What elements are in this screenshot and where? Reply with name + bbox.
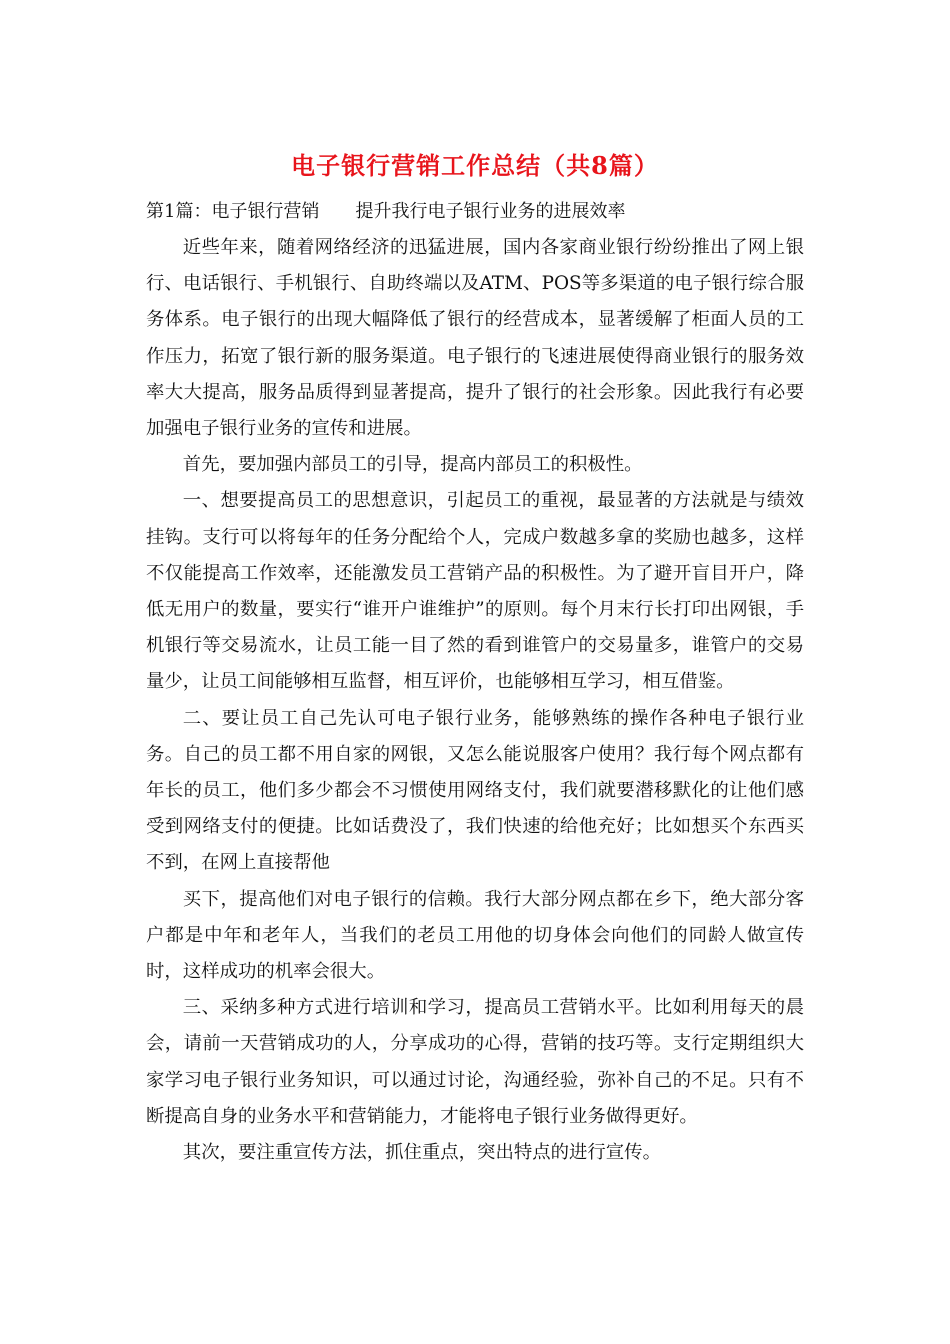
paragraph-item-one: 一、想要提高员工的思想意识，引起员工的重视，最显著的方法就是与绩效挂钩。支行可以将每年的任务分配给个人，完成户数越多拿的奖励也越多，这样不仅能提高工作效率，还能激发员工营销产品的积极性。为了避开盲目开户，降低无用户的数量，要实行“谁开户谁维护”的原则。每个月末行长打印出网银，手机银行等交易流水，让员工能一目了然的看到谁管户的交易量多，谁管户的交易量少，让员工间能够相互监督，相互评价，也能够相互学习，相互借鉴。 (146, 490, 804, 693)
paragraph-item-three: 三、采纳多种方式进行培训和学习，提高员工营销水平。比如利用每天的晨会，请前一天营销成功的人，分享成功的心得，营销的技巧等。支行定期组织大家学习电子银行业务知识，可以通过讨论，沟通经验，弥补自己的不足。只有不断提高自身的业务水平和营销能力，才能将电子银行业务做得更好。 (146, 997, 804, 1127)
paragraph-second-point: 其次，要注重宣传方法，抓住重点，突出特点的进行宣传。 (182, 1142, 661, 1164)
paragraph-item-two-cont: 买下，提高他们对电子银行的信赖。我行大部分网点都在乡下，绝大部分客户都是中年和老年人，当我们的老员工用他的切身体会向他们的同龄人做宣传时，这样成功的机率会很大。 (146, 888, 804, 983)
paragraph-intro: 近些年来，随着网络经济的迅猛进展，国内各家商业银行纷纷推出了网上银行、电话银行、手机银行、自助终端以及ATM、POS等多渠道的电子银行综合服务体系。电子银行的出现大幅降低了银行的经营成本，显著缓解了柜面人员的工作压力，拓宽了银行新的服务渠道。电子银行的飞速进展使得商业银行的服务效率大大提高，服务品质得到显著提高，提升了银行的社会形象。因此我行有必要加强电子银行业务的宣传和进展。 (146, 237, 804, 440)
document-title: 电子银行营销工作总结（共8篇） (291, 151, 659, 180)
document-body (146, 198, 804, 1171)
paragraph-first-point: 首先，要加强内部员工的引导，提高内部员工的积极性。 (182, 454, 643, 476)
section-heading: 第1篇：电子银行营销 提升我行电子银行业务的进展效率 (146, 201, 626, 222)
paragraph-item-two: 二、要让员工自己先认可电子银行业务，能够熟练的操作各种电子银行业务。自己的员工都不用自家的网银，又怎么能说服客户使用？我行每个网点都有年长的员工，他们多少都会不习惯使用网络支付，我们就要潜移默化的让他们感受到网络支付的便捷。比如话费没了，我们快速的给他充好；比如想买个东西买不到，在网上直接帮他 (146, 707, 804, 874)
